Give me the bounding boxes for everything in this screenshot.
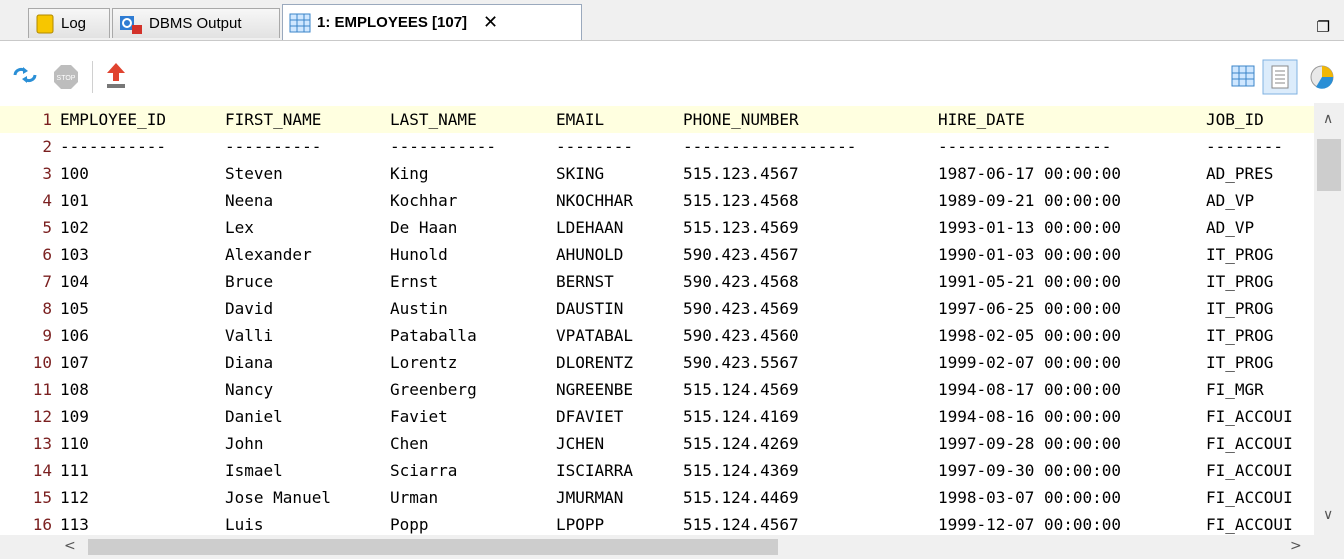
- table-cell[interactable]: BERNST: [556, 272, 614, 291]
- table-cell[interactable]: 101: [60, 191, 89, 210]
- table-cell[interactable]: Sciarra: [390, 461, 458, 480]
- tab-bar: [0, 0, 1344, 41]
- table-row[interactable]: [0, 403, 1314, 430]
- table-cell[interactable]: 110: [60, 434, 89, 453]
- table-cell[interactable]: Ismael: [225, 461, 283, 480]
- table-cell[interactable]: 1998-03-07 00:00:00: [938, 488, 1122, 507]
- table-row[interactable]: [0, 268, 1314, 295]
- row-number: 3: [42, 164, 52, 183]
- scroll-left-icon[interactable]: <: [64, 538, 76, 554]
- table-cell[interactable]: 590.423.4560: [683, 326, 799, 345]
- table-cell[interactable]: 104: [60, 272, 89, 291]
- table-cell[interactable]: 103: [60, 245, 89, 264]
- table-cell[interactable]: 1990-01-03 00:00:00: [938, 245, 1122, 264]
- table-cell[interactable]: Hunold: [390, 245, 448, 264]
- column-header[interactable]: LAST_NAME: [390, 110, 477, 129]
- table-row[interactable]: [0, 349, 1314, 376]
- table-cell[interactable]: DLORENTZ: [556, 353, 634, 372]
- row-number: 4: [42, 191, 52, 210]
- table-row[interactable]: [0, 295, 1314, 322]
- table-row[interactable]: [0, 457, 1314, 484]
- table-cell[interactable]: 106: [60, 326, 89, 345]
- table-cell[interactable]: 1999-02-07 00:00:00: [938, 353, 1122, 372]
- table-cell[interactable]: 102: [60, 218, 89, 237]
- text-view-icon[interactable]: [1262, 59, 1298, 95]
- table-cell[interactable]: 515.124.4269: [683, 434, 799, 453]
- row-number: 7: [42, 272, 52, 291]
- table-cell[interactable]: Greenberg: [390, 380, 477, 399]
- results-grid[interactable]: [0, 103, 1314, 535]
- table-row[interactable]: [0, 430, 1314, 457]
- table-row[interactable]: [0, 160, 1314, 187]
- table-row[interactable]: [0, 322, 1314, 349]
- table-cell[interactable]: 112: [60, 488, 89, 507]
- table-cell[interactable]: JCHEN: [556, 434, 605, 453]
- table-cell[interactable]: Ernst: [390, 272, 439, 291]
- column-header[interactable]: JOB_ID: [1206, 110, 1264, 129]
- table-cell[interactable]: Valli: [225, 326, 274, 345]
- row-number: 10: [32, 353, 52, 372]
- dbms-output-icon: [119, 13, 143, 35]
- table-cell[interactable]: Lorentz: [390, 353, 458, 372]
- vertical-scroll-thumb[interactable]: [1317, 139, 1341, 191]
- table-cell[interactable]: FI_ACCOUI: [1206, 407, 1293, 426]
- table-cell[interactable]: IT_PROG: [1206, 299, 1274, 318]
- table-cell[interactable]: FI_ACCOUI: [1206, 515, 1293, 534]
- toolbar: [0, 41, 1344, 103]
- table-cell[interactable]: Nancy: [225, 380, 274, 399]
- table-cell[interactable]: IT_PROG: [1206, 353, 1274, 372]
- table-cell[interactable]: Diana: [225, 353, 274, 372]
- table-cell[interactable]: 109: [60, 407, 89, 426]
- scroll-up-icon[interactable]: ∧: [1323, 111, 1334, 127]
- row-number: 15: [32, 488, 52, 507]
- table-cell[interactable]: -----------: [390, 137, 496, 156]
- table-cell[interactable]: 1994-08-17 00:00:00: [938, 380, 1122, 399]
- tab-employees[interactable]: [282, 4, 582, 40]
- table-cell[interactable]: Luis: [225, 515, 264, 534]
- close-icon[interactable]: ✕: [483, 12, 499, 32]
- table-cell[interactable]: 1993-01-13 00:00:00: [938, 218, 1122, 237]
- table-cell[interactable]: 515.124.4469: [683, 488, 799, 507]
- table-row[interactable]: [0, 187, 1314, 214]
- table-cell[interactable]: King: [390, 164, 429, 183]
- column-header[interactable]: EMPLOYEE_ID: [60, 110, 166, 129]
- table-cell[interactable]: 105: [60, 299, 89, 318]
- table-cell[interactable]: 515.124.4567: [683, 515, 799, 534]
- table-cell[interactable]: 515.123.4568: [683, 191, 799, 210]
- table-cell[interactable]: SKING: [556, 164, 605, 183]
- table-cell[interactable]: 590.423.5567: [683, 353, 799, 372]
- table-cell[interactable]: De Haan: [390, 218, 458, 237]
- table-cell[interactable]: Faviet: [390, 407, 448, 426]
- table-cell[interactable]: ISCIARRA: [556, 461, 634, 480]
- header-row[interactable]: [0, 106, 1314, 133]
- table-cell[interactable]: LDEHAAN: [556, 218, 624, 237]
- table-cell[interactable]: DAUSTIN: [556, 299, 624, 318]
- table-cell[interactable]: 1999-12-07 00:00:00: [938, 515, 1122, 534]
- table-cell[interactable]: --------: [556, 137, 634, 156]
- table-row[interactable]: [0, 214, 1314, 241]
- grid-view-icon[interactable]: [1230, 63, 1256, 89]
- table-cell[interactable]: 515.123.4569: [683, 218, 799, 237]
- table-cell[interactable]: VPATABAL: [556, 326, 634, 345]
- column-header[interactable]: EMAIL: [556, 110, 605, 129]
- table-cell[interactable]: 515.123.4567: [683, 164, 799, 183]
- table-cell[interactable]: 107: [60, 353, 89, 372]
- stop-icon[interactable]: [52, 63, 80, 91]
- row-number: 8: [42, 299, 52, 318]
- table-cell[interactable]: 1997-09-28 00:00:00: [938, 434, 1122, 453]
- table-cell[interactable]: 590.423.4567: [683, 245, 799, 264]
- tab-label: DBMS Output: [149, 15, 242, 32]
- chart-view-icon[interactable]: [1308, 63, 1336, 91]
- table-cell[interactable]: AD_VP: [1206, 191, 1255, 210]
- table-cell[interactable]: JMURMAN: [556, 488, 624, 507]
- table-cell[interactable]: David: [225, 299, 274, 318]
- row-number: 16: [32, 515, 52, 534]
- table-cell[interactable]: NKOCHHAR: [556, 191, 634, 210]
- row-number: 9: [42, 326, 52, 345]
- table-cell[interactable]: Popp: [390, 515, 429, 534]
- row-number: 5: [42, 218, 52, 237]
- tab-dbms-output[interactable]: [112, 8, 280, 38]
- table-cell[interactable]: Daniel: [225, 407, 283, 426]
- table-cell[interactable]: IT_PROG: [1206, 245, 1274, 264]
- table-cell[interactable]: 590.423.4568: [683, 272, 799, 291]
- grid-icon: [289, 13, 311, 33]
- table-cell[interactable]: 1989-09-21 00:00:00: [938, 191, 1122, 210]
- row-number: 2: [42, 137, 52, 156]
- table-cell[interactable]: Bruce: [225, 272, 274, 291]
- tab-label: 1: EMPLOYEES [107]: [317, 14, 468, 31]
- table-cell[interactable]: 111: [60, 461, 89, 480]
- horizontal-scroll-thumb[interactable]: [88, 539, 778, 555]
- table-cell[interactable]: DFAVIET: [556, 407, 624, 426]
- table-cell[interactable]: 1997-09-30 00:00:00: [938, 461, 1122, 480]
- column-header[interactable]: FIRST_NAME: [225, 110, 322, 129]
- table-cell[interactable]: Pataballa: [390, 326, 477, 345]
- row-number: 6: [42, 245, 52, 264]
- table-cell[interactable]: -----------: [60, 137, 166, 156]
- row-number: 12: [32, 407, 52, 426]
- horizontal-scrollbar[interactable]: [0, 535, 1314, 559]
- table-cell[interactable]: LPOPP: [556, 515, 605, 534]
- table-cell[interactable]: ------------------: [938, 137, 1112, 156]
- log-icon: [35, 13, 55, 35]
- toolbar-divider: [92, 61, 93, 93]
- row-number: 1: [42, 110, 52, 129]
- row-number: 13: [32, 434, 52, 453]
- vertical-scrollbar[interactable]: [1314, 103, 1344, 535]
- table-cell[interactable]: IT_PROG: [1206, 272, 1274, 291]
- table-cell[interactable]: John: [225, 434, 264, 453]
- scrollbar-corner: [1314, 535, 1344, 559]
- table-cell[interactable]: 113: [60, 515, 89, 534]
- table-cell[interactable]: FI_ACCOUI: [1206, 488, 1293, 507]
- column-header[interactable]: HIRE_DATE: [938, 110, 1025, 129]
- table-cell[interactable]: 515.124.4569: [683, 380, 799, 399]
- table-cell[interactable]: Austin: [390, 299, 448, 318]
- table-cell[interactable]: Alexander: [225, 245, 312, 264]
- table-row[interactable]: [0, 376, 1314, 403]
- refresh-icon[interactable]: [12, 66, 38, 84]
- restore-window-icon[interactable]: ❐: [1316, 19, 1330, 36]
- table-cell[interactable]: Urman: [390, 488, 439, 507]
- scroll-right-icon[interactable]: >: [1290, 538, 1302, 554]
- row-number: 11: [32, 380, 52, 399]
- column-header[interactable]: PHONE_NUMBER: [683, 110, 799, 129]
- table-cell[interactable]: ------------------: [683, 137, 857, 156]
- table-cell[interactable]: AD_PRES: [1206, 164, 1274, 183]
- table-cell[interactable]: FI_ACCOUI: [1206, 461, 1293, 480]
- table-cell[interactable]: 108: [60, 380, 89, 399]
- table-cell[interactable]: FI_MGR: [1206, 380, 1264, 399]
- table-cell[interactable]: ----------: [225, 137, 322, 156]
- table-cell[interactable]: NGREENBE: [556, 380, 634, 399]
- table-cell[interactable]: 1997-06-25 00:00:00: [938, 299, 1122, 318]
- table-cell[interactable]: Steven: [225, 164, 283, 183]
- table-cell[interactable]: 1987-06-17 00:00:00: [938, 164, 1122, 183]
- table-cell[interactable]: Chen: [390, 434, 429, 453]
- table-cell[interactable]: 515.124.4369: [683, 461, 799, 480]
- separator-row[interactable]: [0, 133, 1314, 160]
- table-cell[interactable]: --------: [1206, 137, 1284, 156]
- table-row[interactable]: [0, 511, 1314, 535]
- tab-label: Log: [61, 15, 87, 32]
- table-cell[interactable]: AD_VP: [1206, 218, 1255, 237]
- table-cell[interactable]: IT_PROG: [1206, 326, 1274, 345]
- table-cell[interactable]: Jose Manuel: [225, 488, 331, 507]
- table-cell[interactable]: FI_ACCOUI: [1206, 434, 1293, 453]
- table-cell[interactable]: Lex: [225, 218, 254, 237]
- table-cell[interactable]: 1991-05-21 00:00:00: [938, 272, 1122, 291]
- table-cell[interactable]: 590.423.4569: [683, 299, 799, 318]
- table-cell[interactable]: 100: [60, 164, 89, 183]
- svg-text:STOP: STOP: [56, 75, 76, 82]
- table-row[interactable]: [0, 241, 1314, 268]
- scroll-down-icon[interactable]: ∨: [1323, 507, 1334, 523]
- table-cell[interactable]: 1994-08-16 00:00:00: [938, 407, 1122, 426]
- table-cell[interactable]: 515.124.4169: [683, 407, 799, 426]
- table-row[interactable]: [0, 484, 1314, 511]
- tab-log[interactable]: [28, 8, 110, 38]
- table-cell[interactable]: Neena: [225, 191, 274, 210]
- row-number: 14: [32, 461, 52, 480]
- export-icon[interactable]: [104, 61, 128, 91]
- table-cell[interactable]: 1998-02-05 00:00:00: [938, 326, 1122, 345]
- table-cell[interactable]: AHUNOLD: [556, 245, 624, 264]
- table-cell[interactable]: Kochhar: [390, 191, 458, 210]
